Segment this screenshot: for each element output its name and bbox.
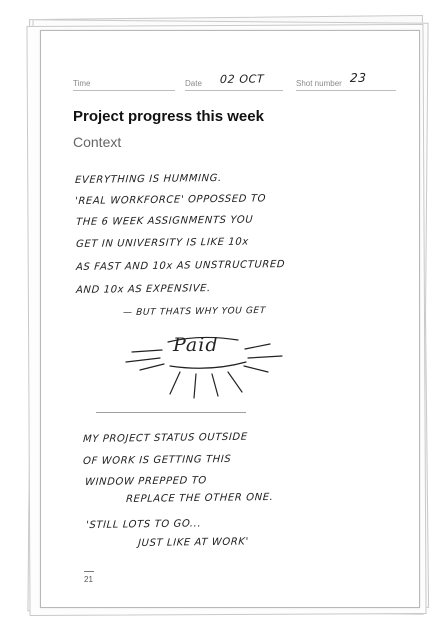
- note-line: EVERYTHING IS HUMMING.: [74, 172, 223, 186]
- note-line: 'STILL LOTS TO GO...: [85, 518, 202, 531]
- time-field-line: [73, 90, 175, 91]
- date-value: 02 OCT: [219, 72, 265, 86]
- shot-number-value: 23: [349, 70, 367, 85]
- section-subtitle: Context: [73, 134, 122, 150]
- shot-number-field-line: [296, 90, 396, 91]
- note-line: MY PROJECT STATUS OUTSIDE: [82, 431, 248, 445]
- page-title: Project progress this week: [73, 108, 264, 125]
- time-label: Time: [73, 79, 91, 88]
- paid-doodle: [120, 322, 290, 402]
- note-line: WINDOW PREPPED TO: [84, 475, 208, 488]
- note-line: OF WORK IS GETTING THIS: [82, 453, 232, 467]
- note-line: GET IN UNIVERSITY IS LIKE 10x: [75, 236, 250, 250]
- shot-number-label: Shot number: [296, 79, 342, 88]
- date-field-line: [185, 90, 283, 91]
- page-number: 21: [84, 575, 93, 584]
- page-number-rule: [84, 571, 94, 572]
- note-line: 'REAL WORKFORCE' OPPOSSED TO: [74, 193, 267, 207]
- aside-note: — BUT THATS WHY YOU GET: [122, 306, 267, 318]
- note-line: AS FAST AND 10x AS UNSTRUCTURED: [75, 259, 286, 273]
- note-line: JUST LIKE AT WORK': [137, 536, 250, 549]
- date-label: Date: [185, 79, 202, 88]
- paid-word: Paid: [173, 334, 219, 356]
- note-line: REPLACE THE OTHER ONE.: [125, 491, 274, 505]
- note-line: THE 6 WEEK ASSIGNMENTS YOU: [75, 214, 254, 228]
- note-line: AND 10x AS EXPENSIVE.: [75, 283, 212, 296]
- section-divider: [96, 412, 246, 413]
